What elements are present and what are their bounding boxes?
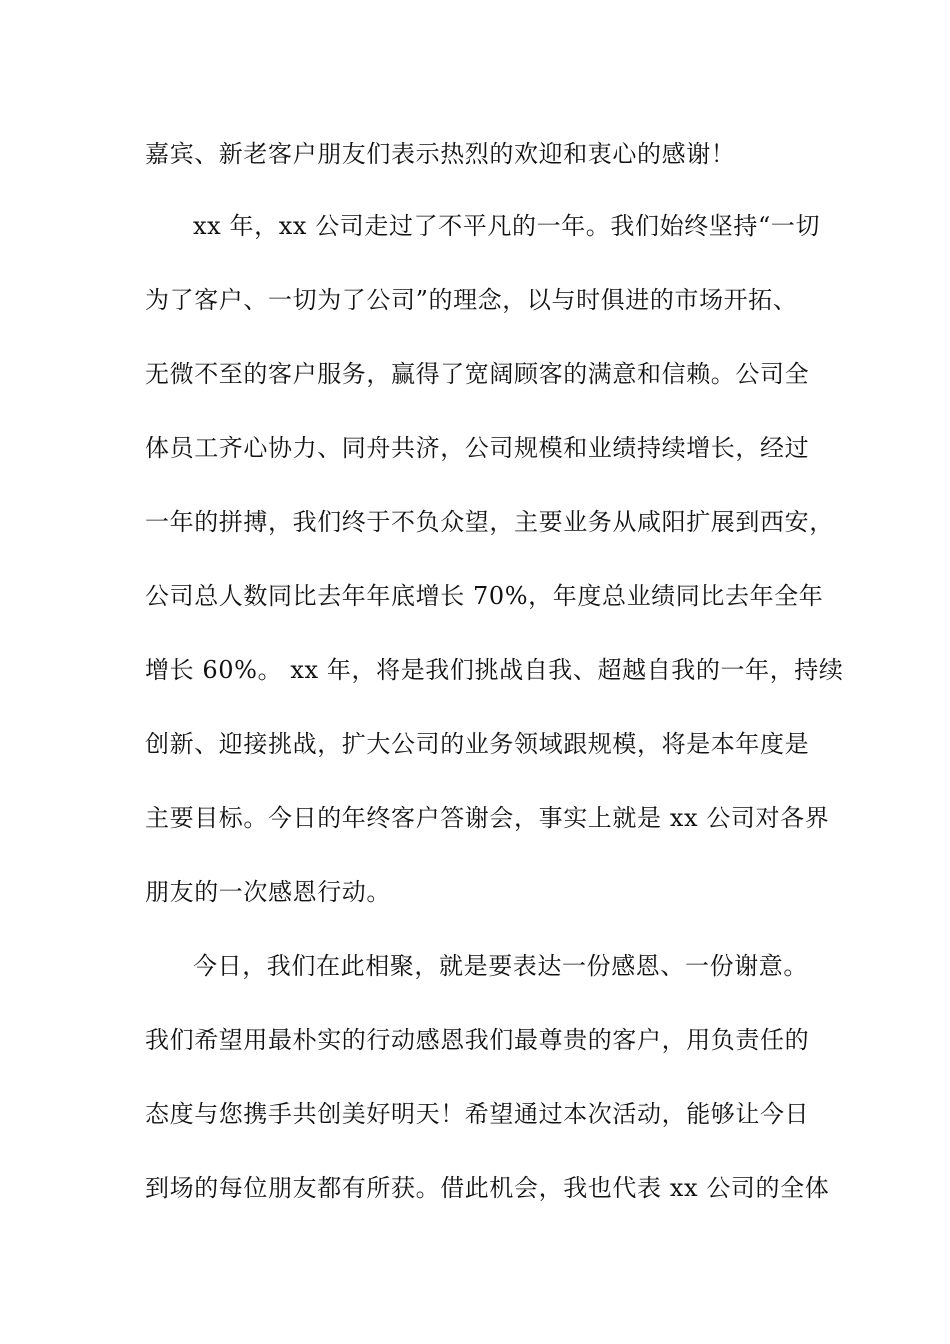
text-line-10: 主要目标。今日的年终客户答谢会，事实上就是 xx 公司对各界	[145, 804, 830, 832]
text-line-1: 嘉宾、新老客户朋友们表示热烈的欢迎和衷心的感谢！	[145, 140, 736, 168]
text-line-4: 无微不至的客户服务，赢得了宽阔顾客的满意和信赖。公司全	[145, 360, 810, 388]
text-line-3: 为了客户、一切为了公司”的理念，以与时俱进的市场开拓、	[145, 286, 798, 314]
text-line-7: 公司总人数同比去年年底增长 70%，年度总业绩同比去年全年	[145, 582, 824, 610]
text-line-13: 我们希望用最朴实的行动感恩我们最尊贵的客户，用负责任的	[145, 1026, 810, 1054]
text-line-9: 创新、迎接挑战，扩大公司的业务领域跟规模，将是本年度是	[145, 730, 810, 758]
text-line-5: 体员工齐心协力、同舟共济，公司规模和业绩持续增长，经过	[145, 434, 810, 462]
text-line-11: 朋友的一次感恩行动。	[145, 878, 391, 906]
text-line-15: 到场的每位朋友都有所获。借此机会，我也代表 xx 公司的全体	[145, 1174, 830, 1202]
text-line-12: 今日，我们在此相聚，就是要表达一份感恩、一份谢意。	[193, 952, 808, 980]
text-line-6: 一年的拼搏，我们终于不负众望，主要业务从咸阳扩展到西安，	[145, 508, 834, 536]
text-line-14: 态度与您携手共创美好明天！希望通过本次活动，能够让今日	[145, 1100, 810, 1128]
text-line-2: xx 年，xx 公司走过了不平凡的一年。我们始终坚持“一切	[193, 212, 821, 240]
text-line-8: 增长 60%。 xx 年，将是我们挑战自我、超越自我的一年，持续	[145, 656, 844, 684]
